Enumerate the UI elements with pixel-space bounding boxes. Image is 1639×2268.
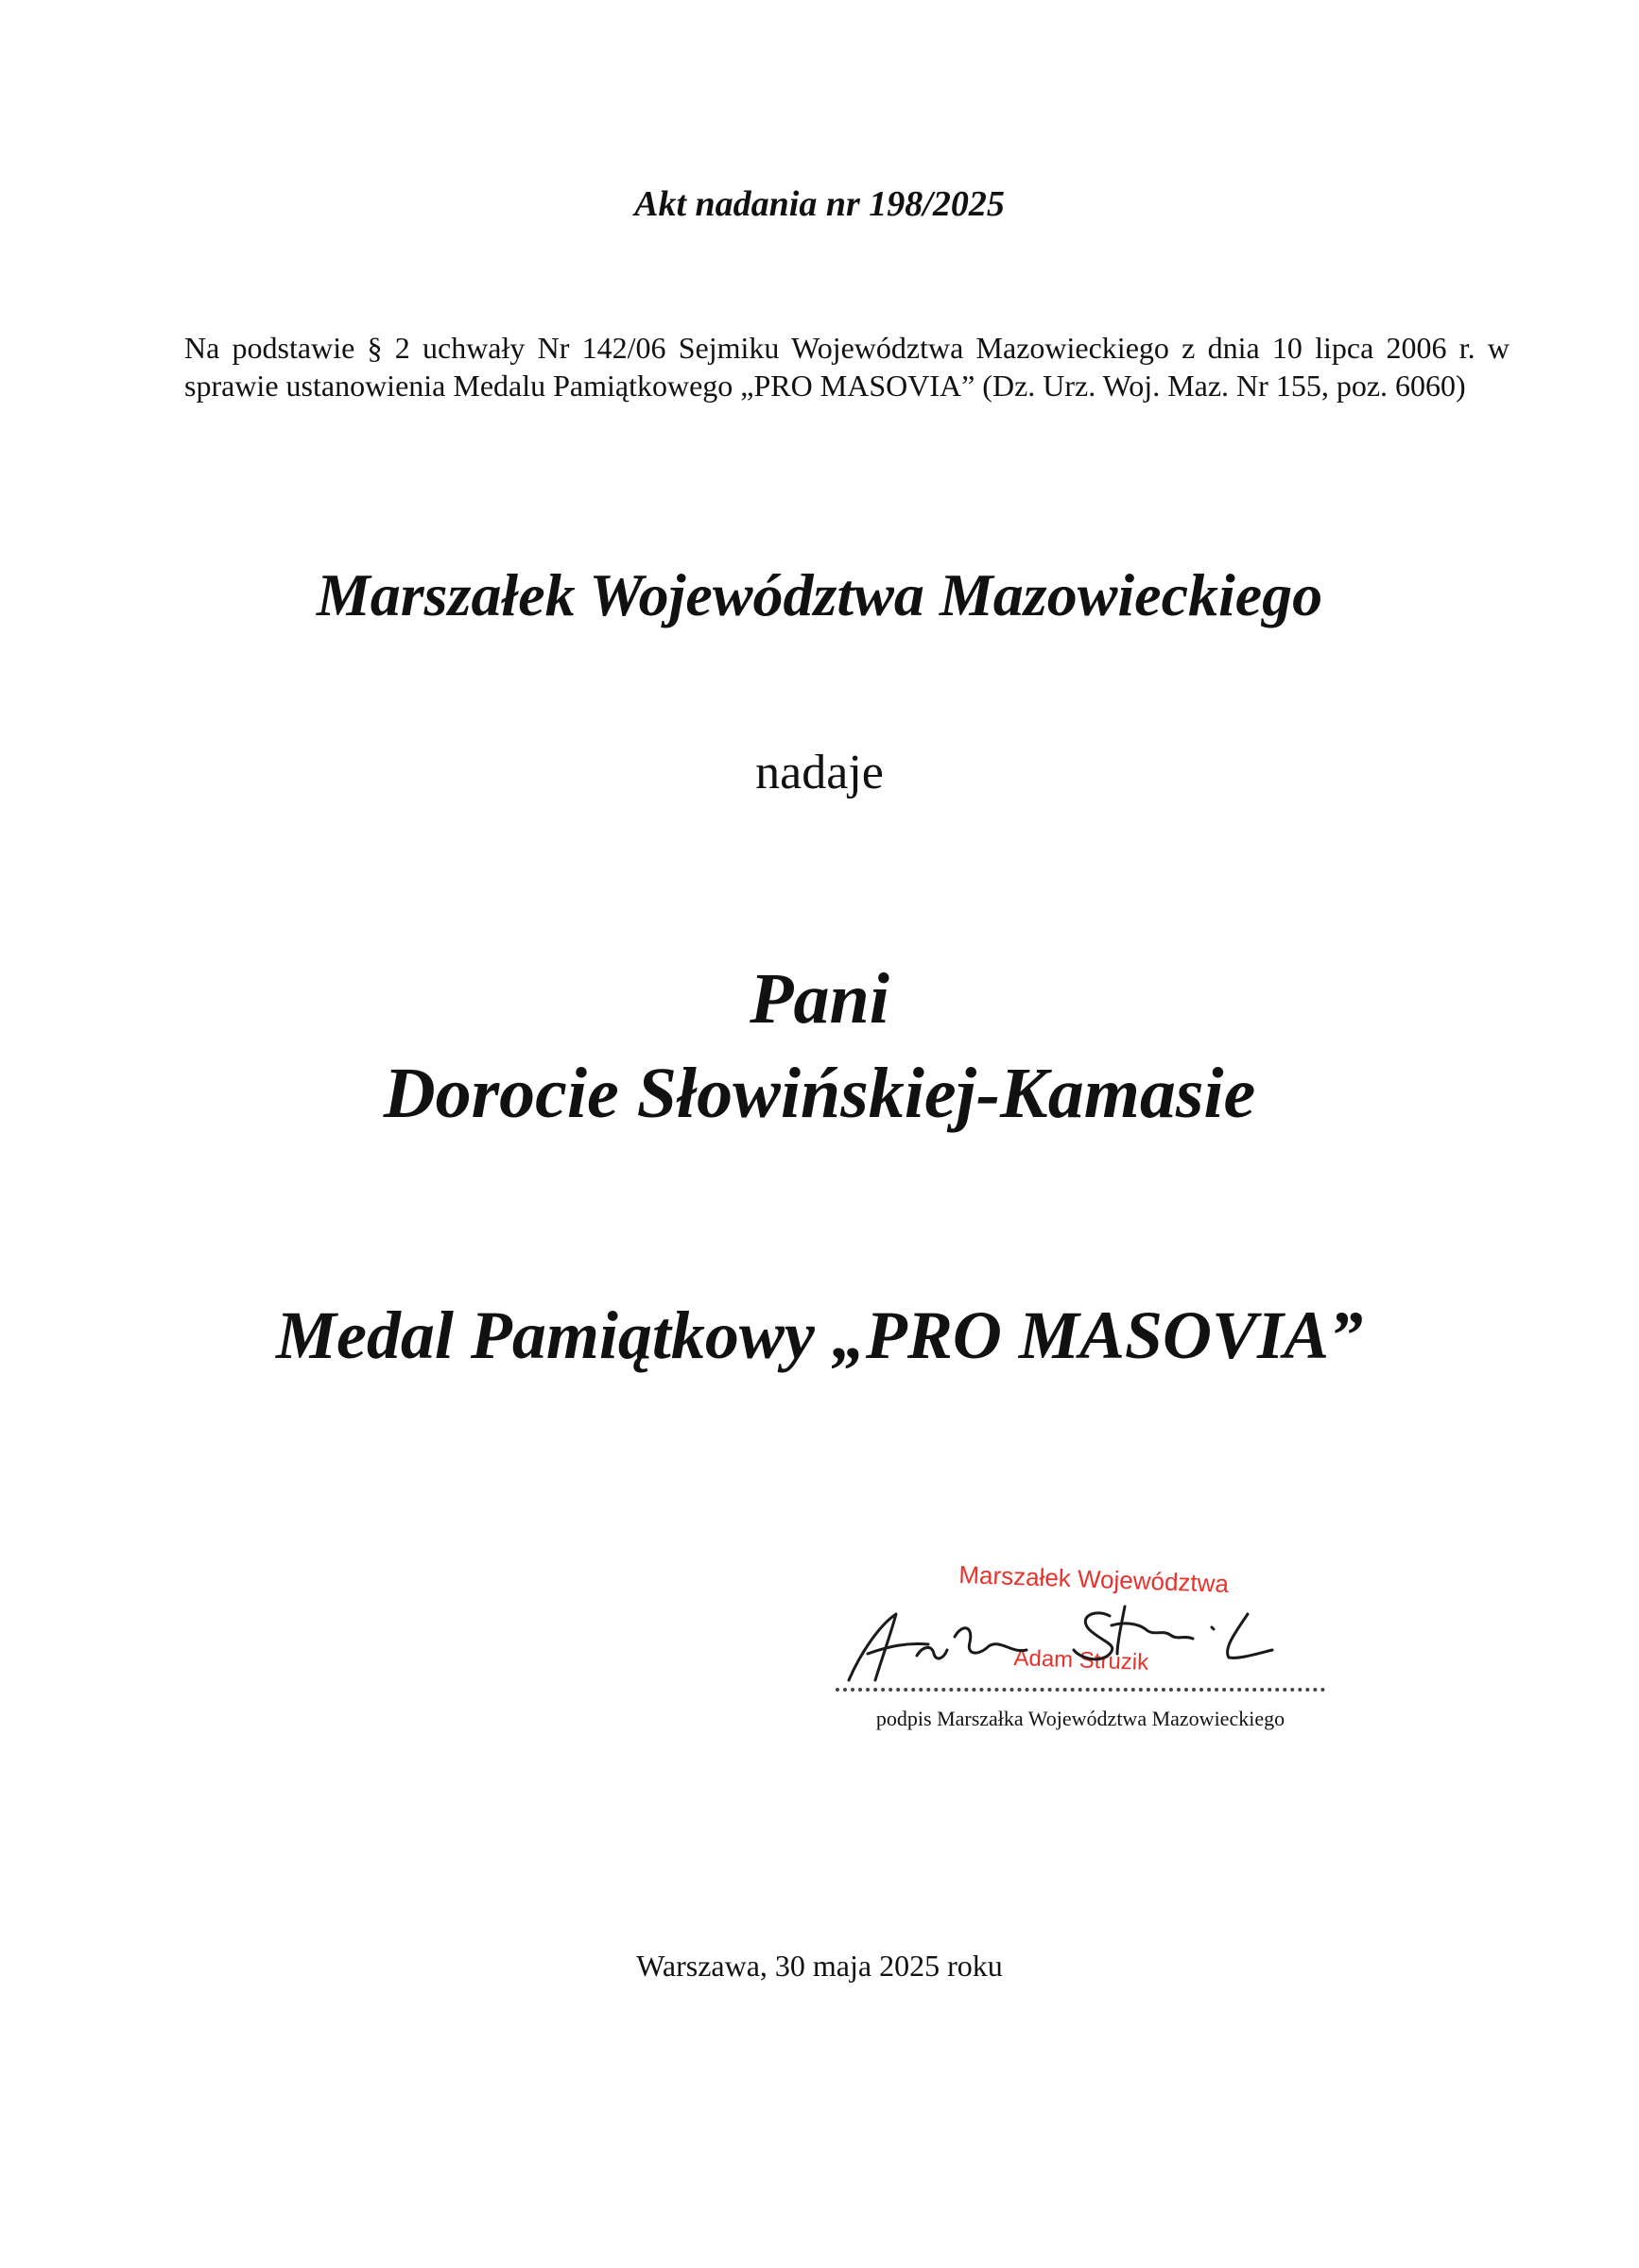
recipient-name: Dorocie Słowińskiej-Kamasie [383, 1054, 1256, 1133]
handwritten-signature-icon [841, 1588, 1314, 1692]
stamp-name: Adam Struzik [1013, 1644, 1149, 1675]
act-title: Akt nadania nr 198/2025 [634, 184, 1005, 224]
issuer-title: Marszałek Województwa Mazowieckiego [316, 561, 1323, 628]
place-and-date: Warszawa, 30 maja 2025 roku [636, 1949, 1003, 1983]
award-name: Medal Pamiątkowy „PRO MASOVIA” [275, 1297, 1364, 1373]
legal-basis-paragraph: Na podstawie § 2 uchwały Nr 142/06 Sejmiku Województwa Mazowieckiego z dnia 10 lipca 2006 r. w sprawie ustanowienia Medalu Pamiątkowego „PRO MASOVIA” (Dz. Urz. Woj. Maz. Nr 155, poz. 6060) [184, 331, 1510, 403]
stamp-title: Marszałek Województwa [958, 1559, 1230, 1598]
signature-caption: podpis Marszałka Województwa Mazowieckiego [875, 1707, 1285, 1730]
signature-line [836, 1688, 1325, 1692]
recipient-salutation: Pani [750, 959, 889, 1039]
grants-verb: nadaje [755, 746, 884, 799]
